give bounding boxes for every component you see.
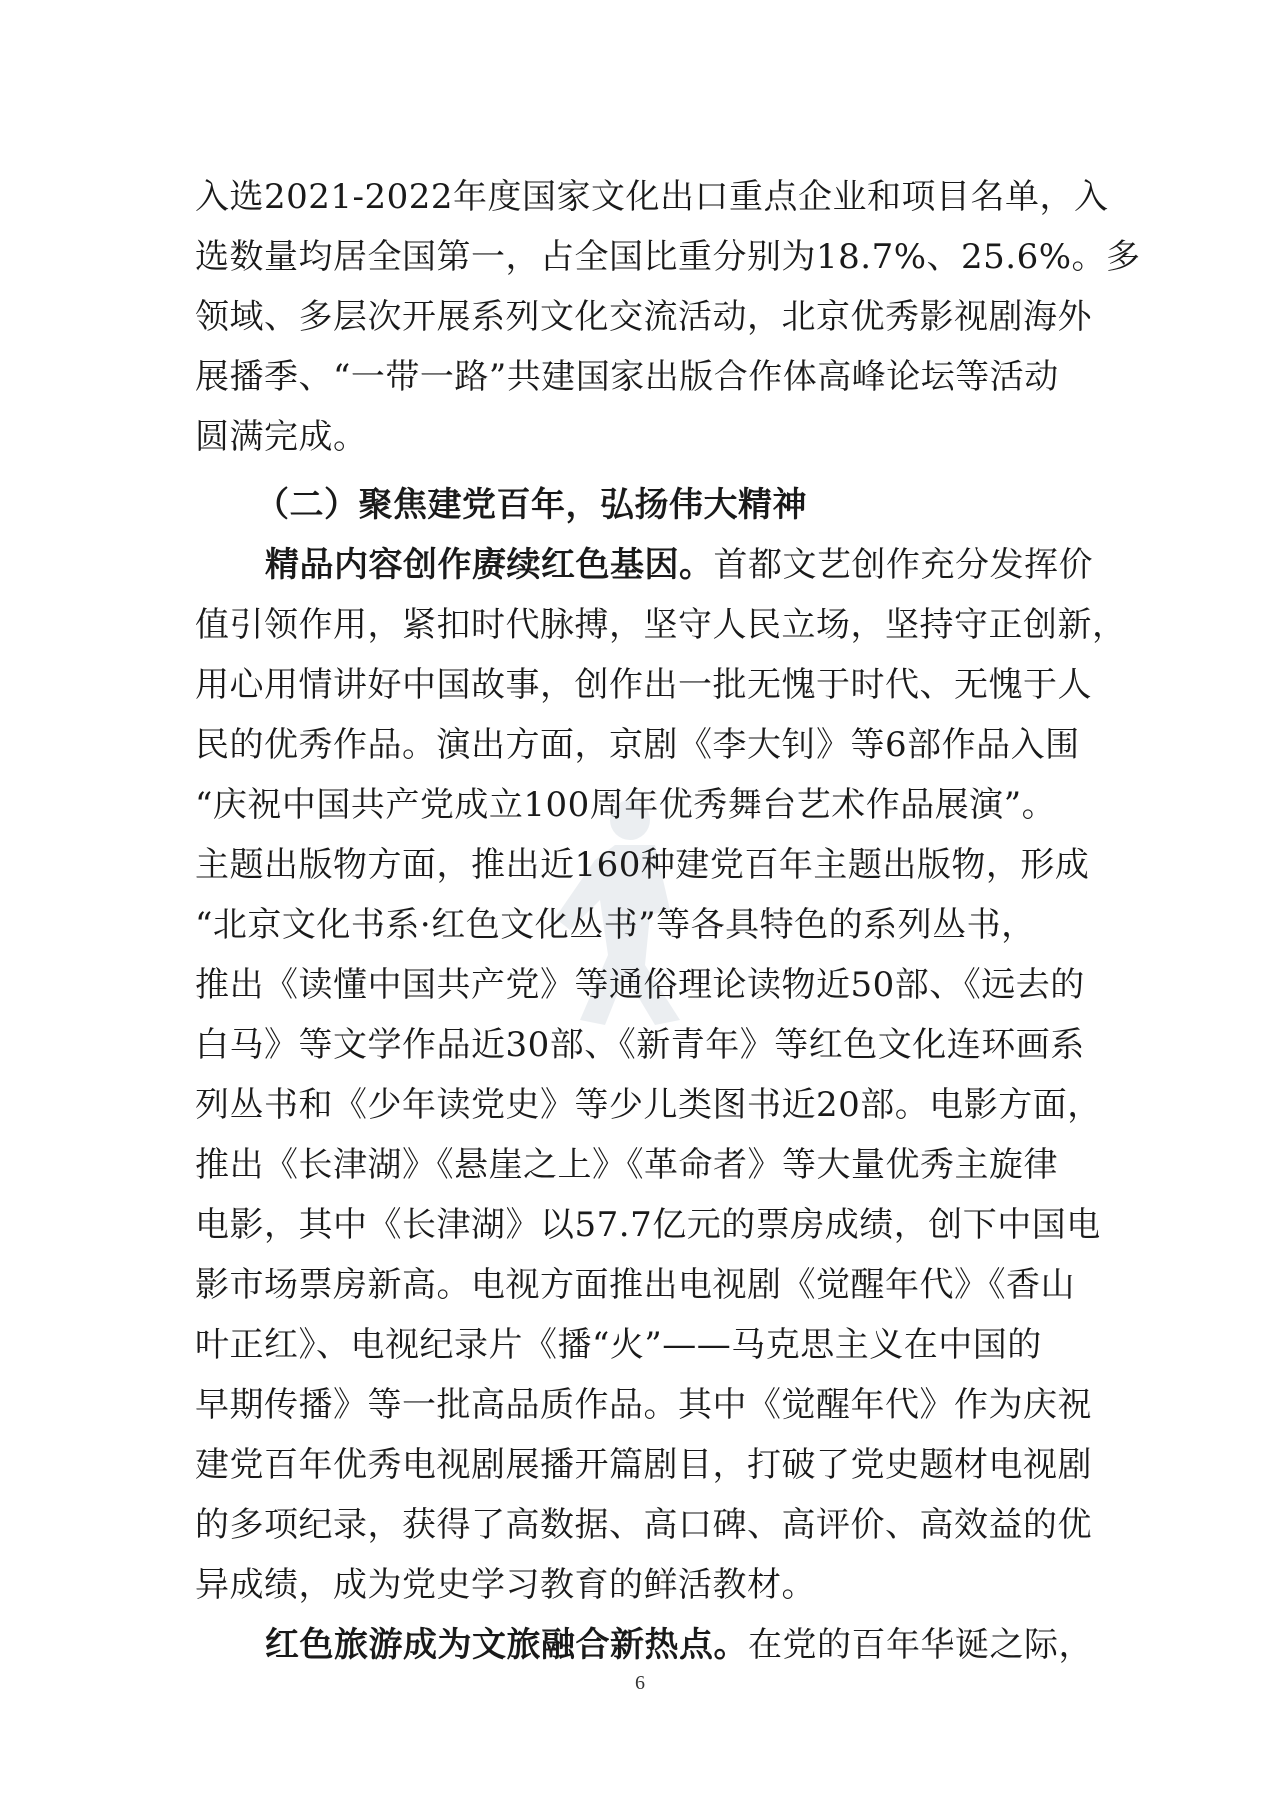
text-line: 的多项纪录，获得了高数据、高口碑、高评价、高效益的优	[195, 1505, 1092, 1545]
text-line: 展播季、“一带一路”共建国家出版合作体高峰论坛等活动	[195, 357, 1059, 397]
text-line: 用心用情讲好中国故事，创作出一批无愧于时代、无愧于人	[195, 665, 1092, 705]
text-line: “北京文化书系·红色文化丛书”等各具特色的系列丛书，	[195, 905, 1036, 945]
text-line: 列丛书和《少年读党史》等少儿类图书近20部。电影方面，	[195, 1085, 1102, 1125]
text-line: 入选2021-2022年度国家文化出口重点企业和项目名单，入	[195, 177, 1109, 217]
text-line: 推出《长津湖》《悬崖之上》《革命者》等大量优秀主旋律	[195, 1145, 1058, 1185]
paragraph-text: 首都文艺创作充分发挥价	[713, 545, 1093, 585]
paragraph-lead: 红色旅游成为文旅融合新热点。	[265, 1625, 748, 1665]
text-line: 电影，其中《长津湖》以57.7亿元的票房成绩，创下中国电	[195, 1205, 1101, 1245]
text-line: 异成绩，成为党史学习教育的鲜活教材。	[195, 1565, 816, 1605]
text-line: 圆满完成。	[195, 417, 368, 457]
paragraph-lead: 精品内容创作赓续红色基因。	[265, 545, 714, 585]
page-number: 6	[635, 1672, 645, 1694]
text-line: 民的优秀作品。演出方面，京剧《李大钊》等6部作品入围	[195, 725, 1080, 765]
text-line: 主题出版物方面，推出近160种建党百年主题出版物，形成	[195, 845, 1090, 885]
text-line: 值引领作用，紧扣时代脉搏，坚守人民立场，坚持守正创新，	[195, 605, 1127, 645]
text-line: 影市场票房新高。电视方面推出电视剧《觉醒年代》《香山	[195, 1265, 1075, 1305]
paragraph-text: 在党的百年华诞之际，	[748, 1625, 1093, 1665]
text-line: 选数量均居全国第一，占全国比重分别为18.7%、25.6%。多	[195, 237, 1141, 277]
text-line: 叶正红》、电视纪录片《播“火”——马克思主义在中国的	[195, 1325, 1042, 1365]
text-line: 建党百年优秀电视剧展播开篇剧目，打破了党史题材电视剧	[195, 1445, 1092, 1485]
text-line: 早期传播》等一批高品质作品。其中《觉醒年代》作为庆祝	[195, 1385, 1092, 1425]
text-line: 推出《读懂中国共产党》等通俗理论读物近50部、《远去的	[195, 965, 1085, 1005]
text-line: 领域、多层次开展系列文化交流活动，北京优秀影视剧海外	[195, 297, 1092, 337]
text-line: 白马》等文学作品近30部、《新青年》等红色文化连环画系	[195, 1025, 1085, 1065]
section-heading: （二）聚焦建党百年，弘扬伟大精神	[255, 485, 807, 525]
paragraph-first-line	[265, 545, 1093, 585]
text-line: “庆祝中国共产党成立100周年优秀舞台艺术作品展演”。	[195, 785, 1057, 825]
paragraph-first-line	[265, 1625, 1093, 1665]
